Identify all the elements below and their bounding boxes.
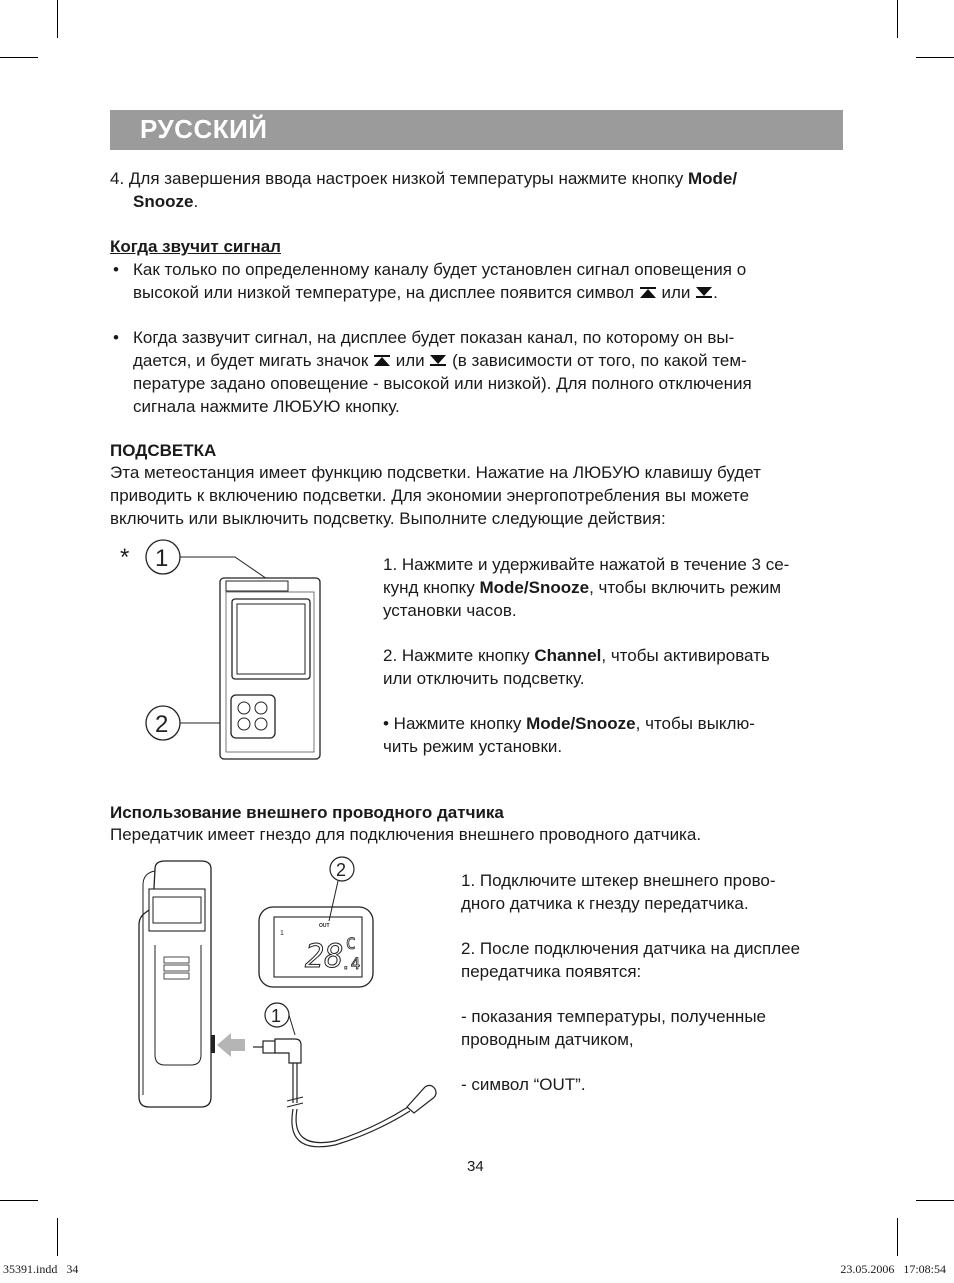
sensor-cable (253, 1039, 436, 1147)
language-header-bar (110, 110, 843, 150)
alarm-bullet-2-line-1: Когда зазвучит сигнал, на дисплее будет показан канал, по которому он вы- (133, 328, 735, 347)
sensor-item-1-line-2: проводным датчиком, (461, 1030, 634, 1049)
insert-arrow-icon (217, 1033, 245, 1057)
backlight-para-line-2: приводить к включению подсветки. Для экономии энергопотребления вы можете (110, 486, 750, 505)
lcd-display (259, 907, 373, 987)
crop-mark (57, 1218, 58, 1256)
backlight-para-line-3: включить или выключить подсветку. Выполните следующие действия: (110, 509, 666, 528)
crop-mark (0, 57, 38, 58)
lcd-temperature: 28 (305, 937, 344, 975)
sensor-step-2-line-2: передатчика появятся: (461, 962, 642, 981)
low-alert-icon (695, 286, 713, 299)
sensor-step-1-line-2: дного датчика к гнезду передатчика. (461, 894, 749, 913)
alarm-bullet-1-end: . (713, 283, 718, 302)
callout-star-label: * (120, 544, 130, 571)
mode-snooze-key: Mode/Snooze (479, 578, 590, 597)
or-word: или (656, 283, 696, 302)
backlight-step-1-prefix: кунд кнопку (383, 578, 480, 597)
transmitter (139, 861, 215, 1107)
alarm-bullet-1-line-1: Как только по определенному каналу будет установлен сигнал оповещения о (133, 260, 747, 279)
crop-mark (0, 1200, 38, 1201)
snooze-key: Snooze (133, 192, 194, 211)
backlight-step-1-line-3: установки часов. (383, 601, 517, 620)
channel-key: Channel (534, 646, 602, 665)
step-4-end: . (193, 192, 199, 211)
high-alert-icon (373, 354, 391, 367)
callout-star-1 (120, 540, 180, 574)
mode-snooze-key: Mode/Snooze (526, 714, 636, 733)
sensor-callout-1-label: 1 (271, 1006, 282, 1026)
alarm-bullet-2-line-2-end: (в зависимости от того, по какой тем- (447, 351, 747, 370)
backlight-heading: ПОДСВЕТКА (110, 441, 217, 460)
sensor-paragraph: Передатчик имеет гнездо для подключения внешнего проводного датчика. (110, 825, 702, 844)
alarm-bullet-1-line-2: высокой или низкой температуре, на дисплее появится символ (133, 283, 639, 302)
crop-mark (57, 0, 58, 38)
bullet-dot: • (113, 260, 119, 279)
alarm-bullet-2-line-4: сигнала нажмите ЛЮБУЮ кнопку. (133, 397, 400, 416)
sensor-step-1-line-1: 1. Подключите штекер внешнего прово- (461, 871, 776, 890)
backlight-step-3-suffix: , чтобы выклю- (635, 714, 755, 733)
backlight-steps (383, 553, 853, 758)
backlight-step-2-suffix: , чтобы активировать (601, 646, 770, 665)
alarm-bullet-1 (110, 258, 850, 304)
sensor-steps (461, 869, 861, 1096)
callout-2-label: 2 (155, 711, 169, 738)
bullet-dot: • (113, 328, 119, 347)
sensor-item-1-line-1: - показания температуры, полученные (461, 1007, 766, 1026)
callout-1 (265, 1003, 295, 1035)
lcd-out-label: OUT (319, 923, 330, 929)
sensor-heading: Использование внешнего проводного датчика (110, 803, 504, 822)
slug-left: 35391.indd 34 (3, 1262, 79, 1276)
callout-2 (146, 706, 180, 740)
mode-key: Mode/ (687, 169, 738, 188)
alarm-bullet-2-line-2: дается, и будет мигать значок (133, 351, 374, 370)
step-4 (110, 167, 850, 213)
transmitter-sensor-diagram (135, 855, 445, 1155)
alarm-heading: Когда звучит сигнал (110, 237, 281, 256)
lcd-unit: C (346, 934, 356, 953)
backlight-step-3-prefix: • Нажмите кнопку (383, 714, 527, 733)
high-alert-icon (639, 286, 657, 299)
backlight-step-2-prefix: 2. Нажмите кнопку (383, 646, 535, 665)
or-word: или (391, 351, 430, 370)
callout-1-label: 1 (155, 545, 169, 572)
lcd-channel: 1 (280, 930, 284, 937)
lcd-decimal: .4 (341, 954, 361, 973)
sensor-item-2: - символ “OUT”. (461, 1075, 586, 1094)
backlight-paragraph (110, 461, 850, 530)
page-number: 34 (467, 1158, 484, 1175)
backlight-para-line-1: Эта метеостанция имеет функцию подсветки. Нажатие на ЛЮБУЮ клавишу будет (110, 463, 761, 482)
step-4-text: 4. Для завершения ввода настроек низкой температуры нажмите кнопку (110, 169, 688, 188)
sensor-callout-2-label: 2 (336, 860, 347, 880)
crop-mark (897, 1218, 898, 1256)
backlight-step-2-line-2: или отключить подсветку. (383, 669, 585, 688)
crop-mark (916, 57, 954, 58)
backlight-step-3-line-2: чить режим установки. (383, 737, 563, 756)
backlight-step-1-suffix: , чтобы включить режим (589, 578, 782, 597)
crop-mark (916, 1200, 954, 1201)
alarm-bullet-2-line-3: пературе задано оповещение - высокой или низкой). Для полного отключения (133, 374, 752, 393)
backlight-step-1-line-1: 1. Нажмите и удерживайте нажатой в течение 3 се- (383, 555, 790, 574)
weather-station-diagram (108, 535, 328, 765)
sensor-step-2-line-1: 2. После подключения датчика на дисплее (461, 939, 801, 958)
slug-right: 23.05.2006 17:08:54 (840, 1262, 946, 1276)
low-alert-icon (429, 354, 447, 367)
crop-mark (897, 0, 898, 38)
page-title: РУССКИЙ (140, 114, 268, 144)
alarm-bullet-2 (110, 326, 850, 418)
